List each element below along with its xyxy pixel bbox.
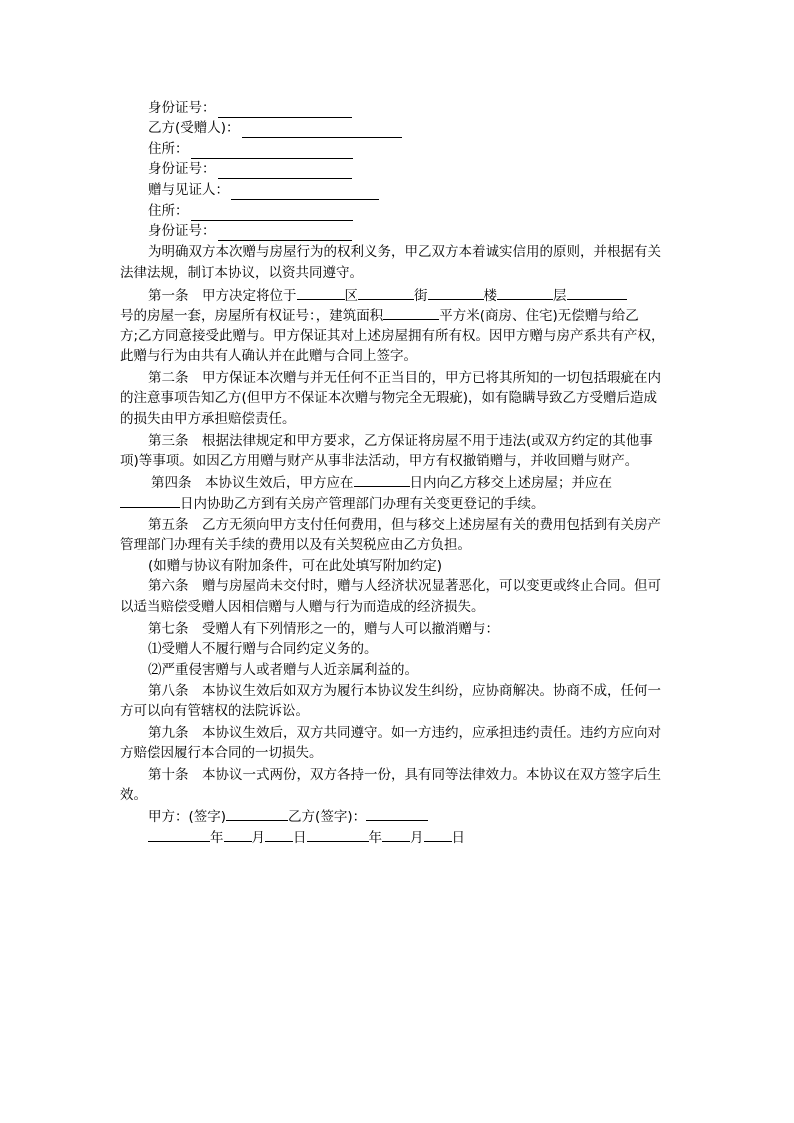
field-label: 身份证号：	[148, 100, 216, 116]
blank-line	[242, 123, 402, 138]
blank-line	[218, 164, 352, 179]
blank-line	[307, 827, 369, 842]
article-9-line: 第九条 本协议生效后，双方共同遵守。如一方违约，应承担违约责任。违约方应向对	[148, 725, 661, 741]
field-label: 身份证号：	[148, 223, 216, 239]
intro-line: 为明确双方本次赠与房屋行为的权利义务，甲乙双方本着诚实信用的原则，并根据有关	[148, 244, 661, 260]
article-text: 日内向乙方移交上述房屋；并应在	[409, 475, 612, 491]
article-text: 第一条 甲方决定将位于	[148, 288, 297, 304]
article-2-line: 的损失由甲方承担赔偿责任。	[120, 411, 296, 427]
blank-line	[224, 827, 252, 842]
article-10-line: 第十条 本协议一式两份，双方各持一份，具有同等法律效力。本协议在双方签字后生	[148, 767, 661, 783]
article-1-line	[148, 285, 627, 306]
blank-line	[148, 827, 210, 842]
article-text: 楼	[483, 288, 497, 304]
article-9-line: 方赔偿因履行本合同的一切损失。	[120, 745, 323, 761]
article-6-line: 第六条 赠与房屋尚未交付时，赠与人经济状况显著恶化，可以变更或终止合同。但可	[148, 578, 661, 594]
article-text: 平方米(商房、住宅)无偿赠与给乙	[439, 308, 639, 324]
blank-line	[218, 226, 352, 241]
blank-line	[424, 827, 452, 842]
blank-line	[383, 305, 439, 320]
article-3-line: 项)等事项。如因乙方用赠与财产从事非法活动，甲方有权撤销赠与，并收回赠与财产。	[120, 453, 639, 469]
party-b-signature-label: 乙方(签字)：	[288, 809, 367, 825]
blank-line	[265, 827, 293, 842]
year-label: 年	[210, 830, 224, 846]
date-line	[148, 827, 465, 848]
article-2-line: 的注意事项告知乙方(但甲方不保证本次赠与物完全无瑕疵)，如有隐瞒导致乙方受赠后造成	[120, 390, 658, 406]
blank-line	[191, 144, 353, 159]
blank-line	[567, 285, 627, 300]
witness-field	[148, 180, 379, 200]
blank-line	[191, 206, 353, 221]
month-label: 月	[251, 830, 265, 846]
blank-line	[218, 103, 352, 118]
field-label: 乙方(受赠人)：	[148, 120, 240, 136]
article-text: 日内协助乙方到有关房产管理部门办理有关变更登记的手续。	[180, 496, 545, 512]
day-label: 日	[293, 830, 307, 846]
article-text: 号的房屋一套，房屋所有权证号：，建筑面积	[120, 308, 384, 324]
article-3-line: 第三条 根据法律规定和甲方要求，乙方保证将房屋不用于违法(或双方约定的其他事	[148, 433, 653, 449]
address-field	[148, 139, 353, 159]
blank-line	[428, 285, 484, 300]
blank-line	[382, 827, 410, 842]
signature-line	[148, 806, 428, 827]
id-number-field	[148, 159, 352, 179]
id-number-field	[148, 98, 352, 118]
article-1-line: 方;乙方同意接受此赠与。甲方保证其对上述房屋拥有所有权。因甲方赠与房产系共有产权，	[120, 328, 665, 344]
blank-line	[226, 806, 288, 821]
article-1-line: 此赠与行为由共有人确认并在此赠与合同上签字。	[120, 348, 417, 364]
article-7-line: 第七条 受赠人有下列情形之一的，赠与人可以撤消赠与：	[148, 621, 499, 637]
field-label: 住所：	[148, 141, 189, 157]
blank-line	[358, 285, 414, 300]
article-text: 第四条 本协议生效后，甲方应在	[151, 475, 354, 491]
year-label: 年	[368, 830, 382, 846]
field-label: 身份证号：	[148, 161, 216, 177]
id-number-field	[148, 221, 352, 241]
article-10-line: 效。	[120, 787, 147, 803]
intro-line: 法律法规，制订本协议，以资共同遵守。	[120, 265, 363, 281]
month-label: 月	[410, 830, 424, 846]
article-5-line: 第五条 乙方无须向甲方支付任何费用，但与移交上述房屋有关的费用包括到有关房产	[148, 517, 661, 533]
party-b-field	[148, 118, 402, 138]
article-1-line	[120, 305, 639, 326]
article-text: 层	[553, 288, 567, 304]
day-label: 日	[451, 830, 465, 846]
blank-line	[354, 472, 410, 487]
article-5-line: 管理部门办理有关手续的费用以及有关契税应由乙方负担。	[120, 537, 471, 553]
blank-line	[120, 493, 180, 508]
article-8-line: 方可以向有管辖权的法院诉讼。	[120, 703, 309, 719]
article-6-line: 以适当赔偿受赠人因相信赠与人赠与行为而造成的经济损失。	[120, 599, 485, 615]
party-a-signature-label: 甲方：(签字)	[148, 809, 227, 825]
blank-line	[231, 185, 379, 200]
article-text: 街	[414, 288, 428, 304]
blank-line	[497, 285, 553, 300]
article-4-line	[120, 493, 545, 514]
article-2-line: 第二条 甲方保证本次赠与并无任何不正当目的，甲方已将其所知的一切包括瑕疵在内	[148, 370, 661, 386]
address-field	[148, 201, 353, 221]
article-7-item: ⑵严重侵害赠与人或者赠与人近亲属利益的。	[148, 662, 418, 678]
additional-terms-note: (如赠与协议有附加条件，可在此处填写附加约定)	[148, 558, 443, 574]
article-4-line	[151, 472, 612, 493]
article-8-line: 第八条 本协议生效后如双方为履行本协议发生纠纷，应协商解决。协商不成，任何一	[148, 683, 661, 699]
blank-line	[297, 285, 345, 300]
blank-line	[366, 806, 428, 821]
article-7-item: ⑴受赠人不履行赠与合同约定义务的。	[148, 641, 378, 657]
article-text: 区	[344, 288, 358, 304]
field-label: 赠与见证人：	[148, 182, 229, 198]
field-label: 住所：	[148, 203, 189, 219]
